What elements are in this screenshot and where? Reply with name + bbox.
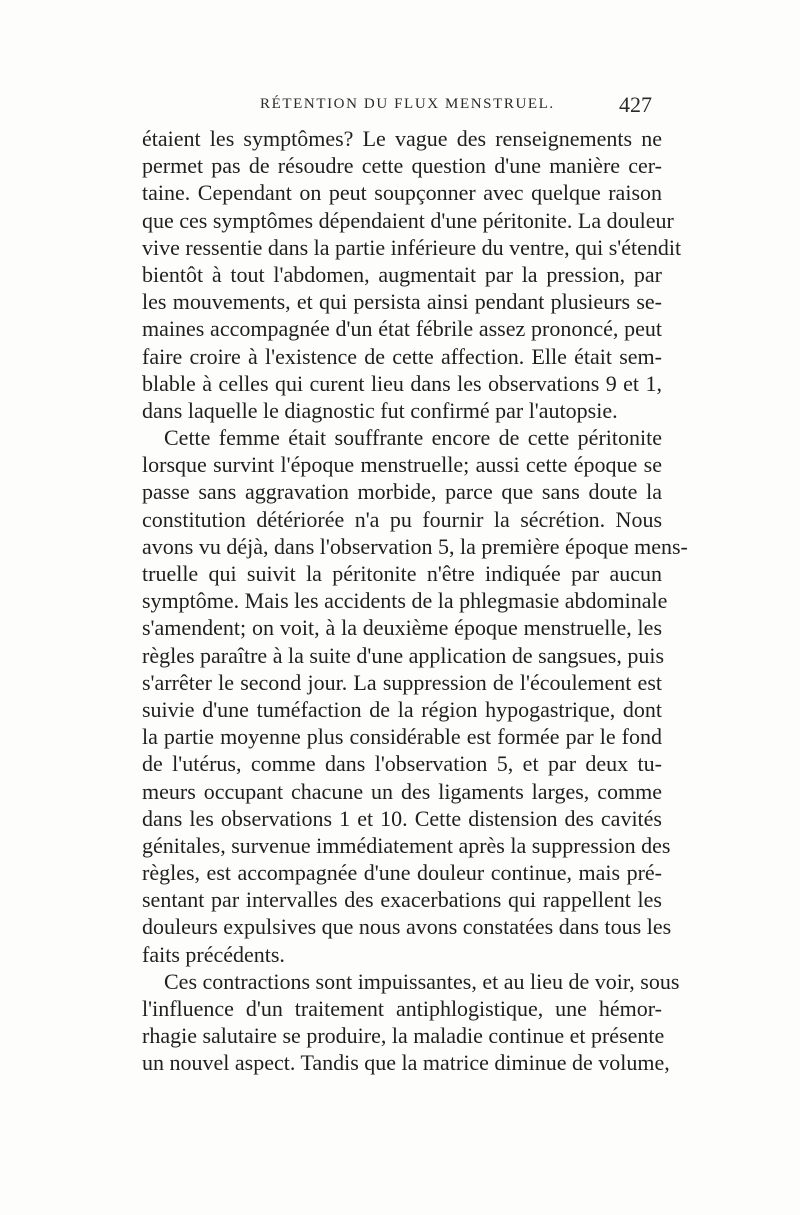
text-line: douleurs expulsives que nous avons constatées dans tous les [142, 914, 672, 940]
text-line: blable à celles qui curent lieu dans les observations 9 et 1, [142, 370, 662, 396]
running-title: RÉTENTION DU FLUX MENSTRUEL. [260, 96, 555, 112]
text-line: de l'utérus, comme dans l'observation 5, et par deux tu- [142, 751, 662, 777]
text-line: bientôt à tout l'abdomen, augmentait par la pression, par [142, 261, 662, 287]
page-header [150, 92, 660, 122]
text-line: sentant par intervalles des exacerbations qui rappellent les [142, 887, 662, 913]
body-text [142, 125, 688, 1077]
text-line: faire croire à l'existence de cette affection. Elle était sem- [142, 343, 662, 369]
text-line: règles paraître à la suite d'une application de sangsues, puis [142, 642, 665, 668]
text-line: truelle qui suivit la péritonite n'être indiquée par aucun [142, 561, 662, 586]
text-line: les mouvements, et qui persista ainsi pendant plusieurs se- [142, 289, 662, 315]
text-line: maines accompagnée d'un état fébrile assez prononcé, peut [142, 316, 662, 342]
text-line: dans laquelle le diagnostic fut confirmé par l'autopsie. [142, 397, 618, 423]
text-line: meurs occupant chacune un des ligaments larges, comme [142, 778, 662, 804]
text-line: symptôme. Mais les accidents de la phlegmasie abdominale [142, 588, 668, 614]
text-line: Cette femme était souffrante encore de cette péritonite [164, 425, 662, 451]
page-number: 427 [619, 92, 652, 117]
text-line: un nouvel aspect. Tandis que la matrice diminue de volume, [142, 1050, 670, 1076]
text-line: Ces contractions sont impuissantes, et au lieu de voir, sous [164, 968, 680, 994]
text-line: règles, est accompagnée d'une douleur continue, mais pré- [142, 860, 662, 886]
text-line: s'amendent; on voit, à la deuxième époque menstruelle, les [142, 615, 662, 641]
text-line: taine. Cependant on peut soupçonner avec quelque raison [142, 180, 662, 206]
text-line: permet pas de résoudre cette question d'une manière cer- [142, 153, 662, 179]
text-line: avons vu déjà, dans l'observation 5, la première époque mens- [142, 533, 688, 559]
text-line: la partie moyenne plus considérable est formée par le fond [142, 724, 662, 750]
text-line: s'arrêter le second jour. La suppression de l'écoulement est [142, 669, 662, 695]
text-line: dans les observations 1 et 10. Cette distension des cavités [142, 805, 662, 831]
text-line: vive ressentie dans la partie inférieure du ventre, qui s'étendit [142, 234, 682, 260]
text-line: constitution détériorée n'a pu fournir la sécrétion. Nous [142, 506, 662, 532]
text-line: rhagie salutaire se produire, la maladie continue et présente [142, 1023, 665, 1049]
text-line: que ces symptômes dépendaient d'une péritonite. La douleur [142, 207, 674, 233]
text-line: génitales, survenue immédiatement après la suppression des [142, 832, 671, 858]
text-line: suivie d'une tuméfaction de la région hypogastrique, dont [142, 696, 662, 722]
text-line: l'influence d'un traitement antiphlogistique, une hémor- [142, 996, 662, 1021]
text-line: faits précédents. [142, 941, 285, 967]
text-line: lorsque survint l'époque menstruelle; aussi cette époque se [142, 452, 662, 478]
text-line: étaient les symptômes? Le vague des renseignements ne [142, 126, 662, 151]
text-line: passe sans aggravation morbide, parce que sans doute la [142, 479, 662, 505]
